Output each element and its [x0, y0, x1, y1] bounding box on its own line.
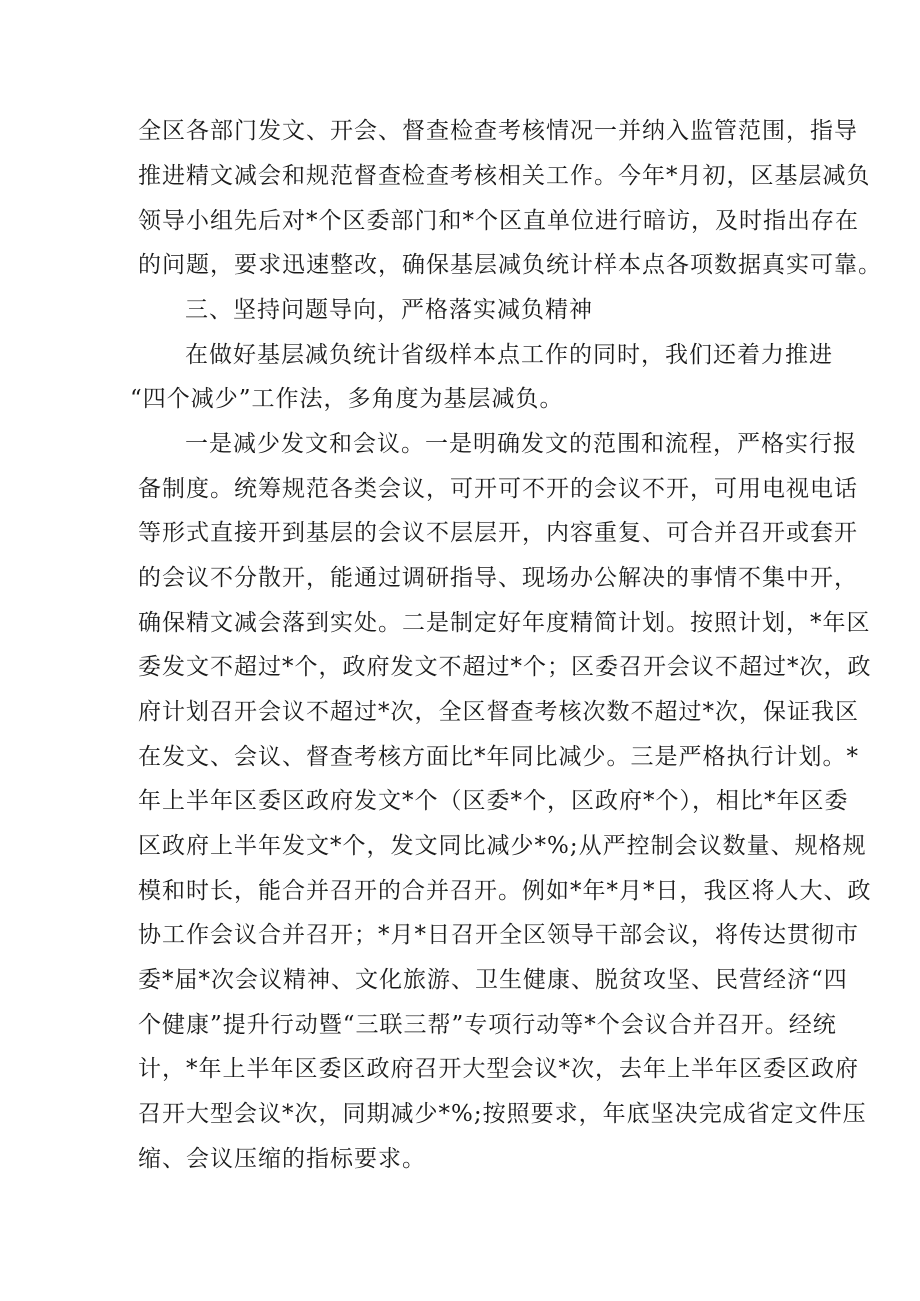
body-text-line: 计，*年上半年区委区政府召开大型会议*次，去年上半年区委区政府 — [138, 1056, 859, 1082]
body-text-line: 召开大型会议*次，同期减少*%;按照要求，年底坚决完成省定文件压 — [138, 1101, 867, 1127]
body-text-line: 的会议不分散开，能通过调研指导、现场办公解决的事情不集中开， — [138, 565, 858, 591]
body-text-line: 一是减少发文和会议。一是明确发文的范围和流程，严格实行报 — [185, 431, 857, 457]
body-text-line: 的问题，要求迅速整改，确保基层减负统计样本点各项数据真实可靠。 — [138, 252, 882, 278]
body-text-line: 区政府上半年发文*个，发文同比减少*%;从严控制会议数量、规格规 — [138, 833, 867, 859]
body-text-line: 协工作会议合并召开；*月*日召开全区领导干部会议，将传达贯彻市 — [138, 922, 859, 948]
body-text-line: 委*届*次会议精神、文化旅游、卫生健康、脱贫攻坚、民营经济“四 — [138, 967, 848, 993]
body-text-line: 等形式直接开到基层的会议不层层开，内容重复、可合并召开或套开 — [138, 520, 858, 546]
body-text-line: 在发文、会议、督查考核方面比*年同比减少。三是严格执行计划。* — [138, 744, 859, 770]
body-text-line: 全区各部门发文、开会、督查检查考核情况一并纳入监管范围，指导 — [138, 118, 858, 144]
body-text-line: 府计划召开会议不超过*次，全区督查考核次数不超过*次，保证我区 — [138, 699, 859, 725]
body-text-line: 备制度。统筹规范各类会议，可开可不开的会议不开，可用电视电话 — [138, 476, 858, 502]
body-text-line: 领导小组先后对*个区委部门和*个区直单位进行暗访，及时指出存在 — [138, 208, 859, 234]
section-heading: 三、坚持问题导向，严格落实减负精神 — [185, 297, 593, 323]
body-text-line: 委发文不超过*个，政府发文不超过*个；区委召开会议不超过*次，政 — [138, 654, 872, 680]
body-text-line: “四个减少”工作法，多角度为基层减负。 — [130, 386, 564, 412]
body-text-line: 在做好基层减负统计省级样本点工作的同时，我们还着力推进 — [185, 342, 833, 368]
body-text-line: 缩、会议压缩的指标要求。 — [138, 1146, 426, 1172]
body-text-line: 推进精文减会和规范督查检查考核相关工作。今年*月初，区基层减负 — [138, 163, 871, 189]
body-text-line: 确保精文减会落到实处。二是制定好年度精简计划。按照计划，*年区 — [138, 610, 871, 636]
body-text-line: 个健康”提升行动暨“三联三帮”专项行动等*个会议合并召开。经统 — [138, 1012, 837, 1038]
body-text-line: 模和时长，能合并召开的合并召开。例如*年*月*日，我区将人大、政 — [138, 878, 872, 904]
body-text-line: 年上半年区委区政府发文*个（区委*个，区政府*个），相比*年区委 — [138, 788, 849, 814]
